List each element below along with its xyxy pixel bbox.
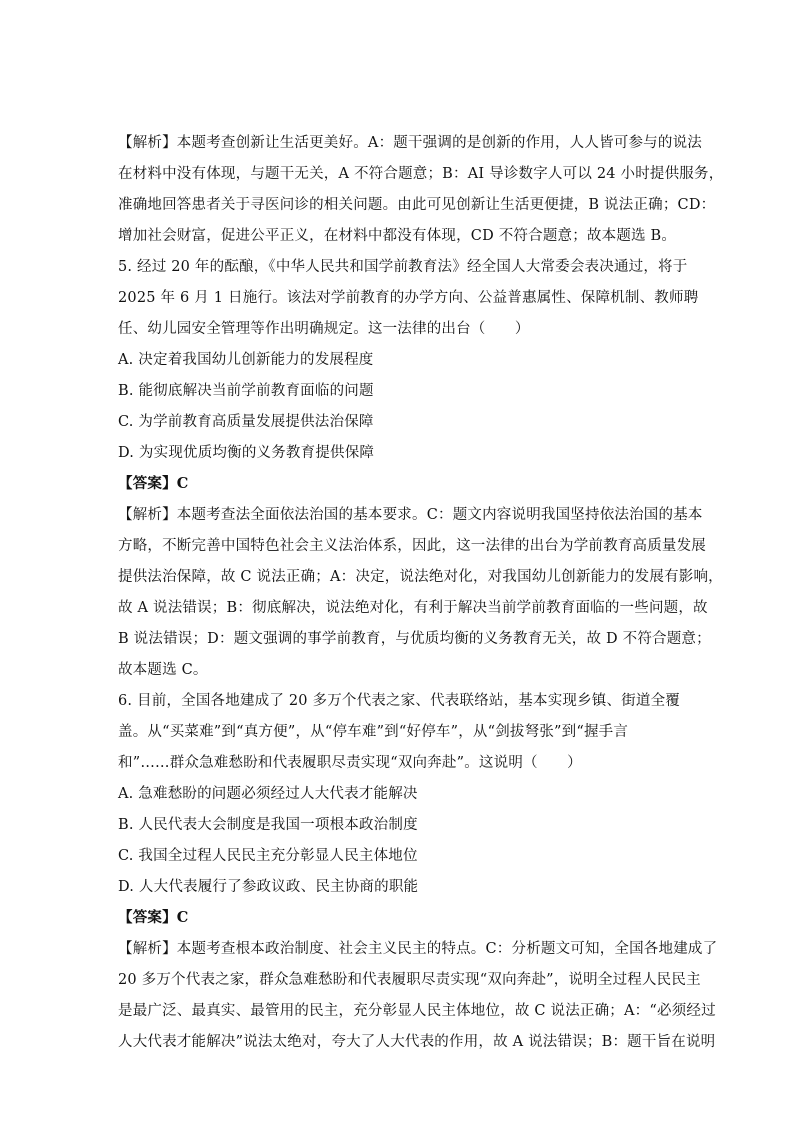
question-5-stem-line-1: 5. 经过 20 年的酝酿，《中华人民共和国学前教育法》经全国人大常委会表决通过，将于 <box>118 259 688 275</box>
question-5-option-c: C. 为学前教育高质量发展提供法治保障 <box>118 414 374 430</box>
question-5-analysis-line-1: 【解析】本题考查法全面依法治国的基本要求。C：题文内容说明我国坚持依法治国的基本 <box>118 507 703 523</box>
question-5-answer: 【答案】C <box>118 475 189 492</box>
question-5-analysis-line-5: B 说法错误；D：题文强调的事学前教育，与优质均衡的义务教育无关，故 D 不符合题意； <box>118 631 711 647</box>
question-6-analysis-line-4: 人大代表才能解决”说法太绝对，夸大了人大代表的作用，故 A 说法错误；B：题干旨在说明 <box>118 1034 716 1050</box>
question-5-stem-line-2: 2025 年 6 月 1 日施行。该法对学前教育的办学方向、公益普惠属性、保障机制、教师聘 <box>118 290 699 306</box>
question-5-analysis-line-2: 方略，不断完善中国特色社会主义法治体系，因此，这一法律的出台为学前教育高质量发展 <box>118 538 706 554</box>
analysis-q4-line-1: 【解析】本题考查创新让生活更美好。A：题干强调的是创新的作用，人人皆可参与的说法 <box>118 135 702 151</box>
question-5-option-a: A. 决定着我国幼儿创新能力的发展程度 <box>118 352 374 368</box>
question-6-stem-line-2: 盖。从“买菜难”到“真方便”，从“停车难”到“好停车”，从“剑拔弩张”到“握手言 <box>118 724 629 740</box>
question-6-option-d: D. 人大代表履行了参政议政、民主协商的职能 <box>118 879 419 895</box>
question-6-analysis-line-1: 【解析】本题考查根本政治制度、社会主义民主的特点。C：分析题文可知，全国各地建成了 <box>118 941 718 957</box>
question-5-analysis-line-4: 故 A 说法错误；B：彻底解决，说法绝对化，有利于解决当前学前教育面临的一些问题，故 <box>118 600 708 616</box>
question-6-option-c: C. 我国全过程人民民主充分彰显人民主体地位 <box>118 848 418 864</box>
question-6-stem-line-3: 和”……群众急难愁盼和代表履职尽责实现“双向奔赴”。这说明（ ） <box>118 755 582 771</box>
analysis-q4-line-3: 准确地回答患者关于寻医问诊的相关问题。由此可见创新让生活更便捷，B 说法正确；CD： <box>118 197 716 213</box>
question-6-analysis-line-2: 20 多万个代表之家，群众急难愁盼和代表履职尽责实现“双向奔赴”，说明全过程人民民主 <box>118 972 701 988</box>
question-6-option-b: B. 人民代表大会制度是我国一项根本政治制度 <box>118 817 418 833</box>
question-5-stem-line-3: 任、幼儿园安全管理等作出明确规定。这一法律的出台（ ） <box>118 321 530 337</box>
question-5-option-d: D. 为实现优质均衡的义务教育提供保障 <box>118 445 375 461</box>
analysis-q4-line-4: 增加社会财富，促进公平正义，在材料中都没有体现，CD 不符合题意；故本题选 B。 <box>118 228 677 244</box>
analysis-q4-line-2: 在材料中没有体现，与题干无关，A 不符合题意；B：AI 导诊数字人可以 24 小时提供服务， <box>118 166 724 182</box>
question-6-analysis-line-3: 是最广泛、最真实、最管用的民主，充分彰显人民主体地位，故 C 说法正确；A：“必须经过 <box>118 1003 716 1019</box>
question-6-answer: 【答案】C <box>118 909 189 926</box>
question-6-option-a: A. 急难愁盼的问题必须经过人大代表才能解决 <box>118 786 418 802</box>
question-5-analysis-line-3: 提供法治保障，故 C 说法正确；A：决定，说法绝对化，对我国幼儿创新能力的发展有影响， <box>118 569 723 585</box>
question-5-analysis-line-6: 故本题选 C。 <box>118 662 208 678</box>
question-6-stem-line-1: 6. 目前，全国各地建成了 20 多万个代表之家、代表联络站，基本实现乡镇、街道全覆 <box>118 693 681 709</box>
question-5-option-b: B. 能彻底解决当前学前教育面临的问题 <box>118 383 374 399</box>
